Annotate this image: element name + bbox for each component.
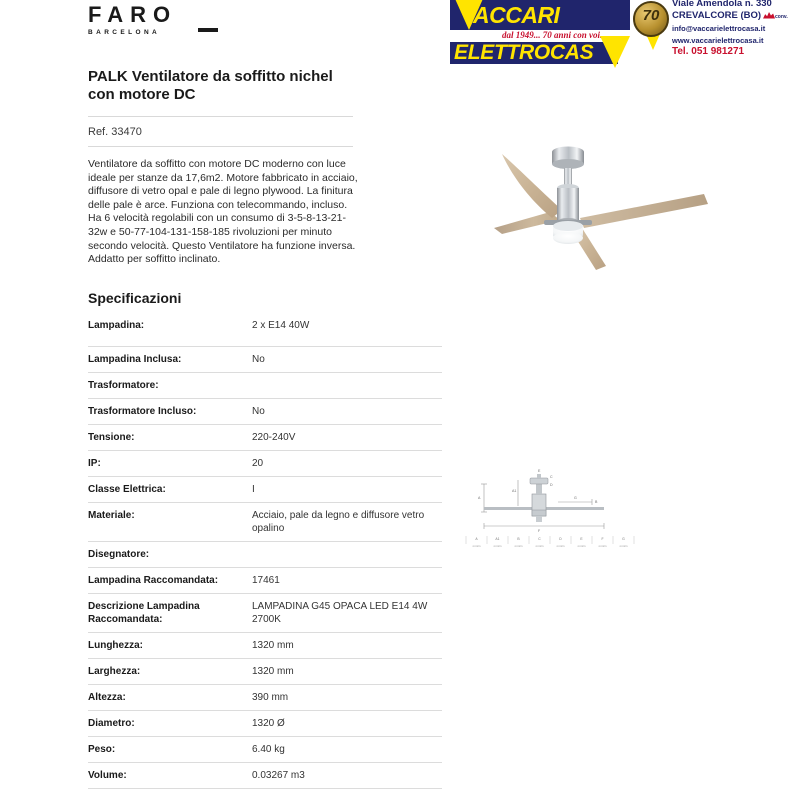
svg-text:D: D — [550, 483, 553, 487]
svg-text:A: A — [478, 496, 481, 500]
retailer-email[interactable]: info@vaccarielettrocasa.it — [672, 24, 766, 33]
svg-text:C: C — [538, 537, 541, 541]
table-row — [88, 477, 442, 503]
table-row — [88, 399, 442, 425]
spec-value: 6.40 kg — [252, 737, 442, 763]
retailer-city: CREVALCORE (BO) — [672, 9, 762, 21]
table-row — [88, 425, 442, 451]
spec-label: Tensione: — [88, 425, 252, 451]
spec-value: 1320 mm — [252, 659, 442, 685]
spec-label: Altezza: — [88, 685, 252, 711]
retailer-website[interactable]: www.vaccarielettrocasa.it — [672, 35, 764, 45]
spec-value: No — [252, 347, 442, 373]
specifications-heading: Specificazioni — [88, 290, 182, 306]
brand-bar-decoration — [198, 28, 218, 32]
spec-value: 1320 Ø — [252, 711, 442, 737]
anniversary-seal-icon — [633, 1, 669, 37]
spec-label: Lunghezza: — [88, 633, 252, 659]
specifications-table-body — [88, 312, 442, 789]
svg-text:E: E — [580, 537, 583, 541]
product-title-block — [88, 68, 353, 147]
spec-label: Descrizione Lampadina Raccomandata: — [88, 594, 252, 633]
svg-text:mm/in: mm/in — [598, 544, 607, 548]
table-row — [88, 633, 442, 659]
svg-text:B: B — [517, 537, 520, 541]
spec-label: Classe Elettrica: — [88, 477, 252, 503]
spec-label: Lampadina: — [88, 312, 252, 347]
retailer-phone: Tel. 051 981271 — [672, 46, 745, 57]
svg-text:mm/in: mm/in — [472, 544, 481, 548]
spec-value: 2 x E14 40W — [252, 312, 442, 347]
ceiling-fan-illustration-icon — [468, 128, 758, 278]
anniversary-seal-number: 70 — [642, 7, 660, 24]
specifications-table — [88, 312, 442, 789]
page-header — [0, 0, 800, 64]
svg-text:mm/in: mm/in — [493, 544, 502, 548]
retailer-address: Viale Amendola n. 330 — [672, 0, 772, 9]
table-row — [88, 373, 442, 399]
spec-label: Diametro: — [88, 711, 252, 737]
svg-text:E: E — [538, 469, 541, 473]
svg-text:A: A — [475, 537, 478, 541]
spec-value: 390 mm — [252, 685, 442, 711]
spec-label: Lampadina Inclusa: — [88, 347, 252, 373]
product-reference: Ref. 33470 — [88, 126, 142, 138]
spec-label: Lampadina Raccomandata: — [88, 568, 252, 594]
spec-value — [252, 542, 442, 568]
svg-text:F: F — [538, 529, 541, 533]
table-row — [88, 659, 442, 685]
brand-tagline-row — [88, 30, 218, 37]
table-row — [88, 451, 442, 477]
retailer-v-arrow-icon-2 — [600, 36, 630, 68]
retailer-name-bar-2 — [450, 42, 618, 64]
spec-value: No — [252, 399, 442, 425]
retailer-contact-block — [672, 0, 788, 58]
svg-text:B: B — [595, 500, 598, 504]
page-title: PALK Ventilatore da soffitto nichel con motore DC — [88, 68, 333, 103]
table-row — [88, 763, 442, 789]
technical-dimension-drawing — [462, 466, 642, 554]
svg-text:mm/in: mm/in — [535, 544, 544, 548]
brand-tagline: BARCELONA — [88, 29, 161, 36]
spec-label: Volume: — [88, 763, 252, 789]
svg-text:mm/in: mm/in — [577, 544, 586, 548]
svg-text:mm/in: mm/in — [514, 544, 523, 548]
svg-text:F: F — [601, 537, 604, 541]
spec-label: Peso: — [88, 737, 252, 763]
spec-label: Trasformatore: — [88, 373, 252, 399]
table-row — [88, 711, 442, 737]
retailer-banner — [450, 0, 788, 64]
svg-text:A1: A1 — [512, 489, 517, 493]
spec-value: I — [252, 477, 442, 503]
svg-text:D: D — [559, 537, 562, 541]
retailer-city-suffix: conv. — [775, 13, 788, 20]
table-row — [88, 568, 442, 594]
product-image-ceiling-fan — [468, 128, 758, 278]
spec-label: Disegnatore: — [88, 542, 252, 568]
svg-text:A1: A1 — [495, 537, 500, 541]
spec-value: LAMPADINA G45 OPACA LED E14 4W 2700K — [252, 594, 442, 633]
spec-value: Acciaio, pale da legno e diffusore vetro opalino — [252, 503, 442, 542]
retailer-v-arrow-icon — [452, 0, 486, 30]
table-row — [88, 594, 442, 633]
svg-text:G: G — [574, 496, 577, 500]
retailer-tagline: dal 1949... 70 anni con voi. — [502, 30, 603, 40]
svg-text:G: G — [622, 537, 625, 541]
spec-label: Materiale: — [88, 503, 252, 542]
spec-value: 20 — [252, 451, 442, 477]
reference-divider — [88, 146, 353, 147]
table-row — [88, 312, 442, 347]
spec-label: Trasformatore Incluso: — [88, 399, 252, 425]
flame-icon — [763, 11, 775, 19]
faro-brand-logo — [88, 4, 218, 37]
table-row — [88, 542, 442, 568]
spec-value — [252, 373, 442, 399]
spec-value: 0.03267 m3 — [252, 763, 442, 789]
table-row — [88, 347, 442, 373]
svg-text:mm/in: mm/in — [556, 544, 565, 548]
table-row — [88, 503, 442, 542]
spec-value: 1320 mm — [252, 633, 442, 659]
spec-label: IP: — [88, 451, 252, 477]
spec-label: Larghezza: — [88, 659, 252, 685]
spec-value: 220-240V — [252, 425, 442, 451]
retailer-city-row — [672, 10, 788, 24]
retailer-name-line1: ACCARI — [473, 2, 560, 28]
brand-name: FARO — [88, 2, 178, 27]
spec-value: 17461 — [252, 568, 442, 594]
svg-text:mm/in: mm/in — [619, 544, 628, 548]
retailer-name-line2: ELETTROCAS — [454, 41, 594, 64]
product-description: Ventilatore da soffitto con motore DC moderno con luce ideale per stanze da 17,6m2. Motore fabbricato in acciaio, diffusore di vetro opal e pale di legno plywood. La finitura delle pale è arce. Funziona con telecommando, incluso. Ha 6 velocità regolabili con un consumo di 3-5-8-13-21-32w e 50-77-104-131-158-185 rivoluzioni per minuto secondo velocità. Questo Ventilatore ha funzione inversa. Addatto per soffitto inclinato. — [88, 158, 358, 266]
table-row — [88, 737, 442, 763]
dimension-diagram-icon — [462, 466, 642, 554]
table-row — [88, 685, 442, 711]
svg-text:C: C — [550, 475, 553, 479]
